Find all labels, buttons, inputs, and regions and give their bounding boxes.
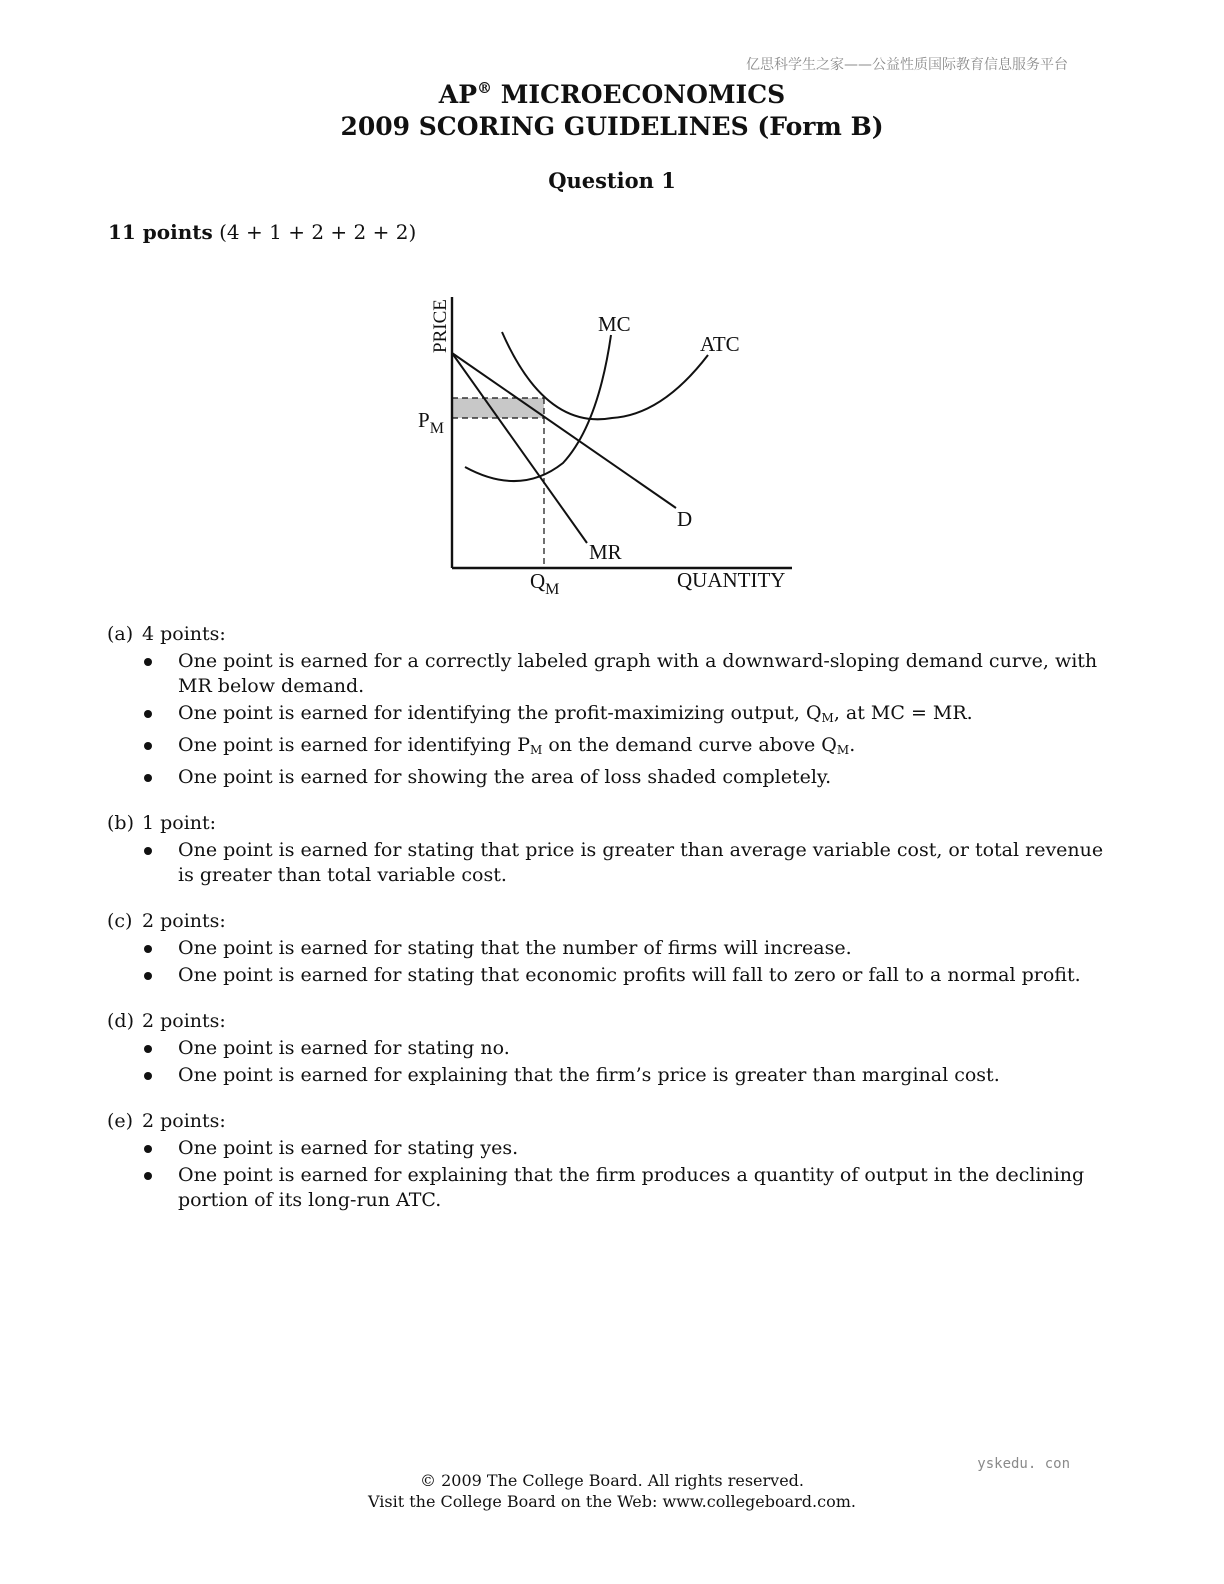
watermark-top: 亿思科学生之家——公益性质国际教育信息服务平台 bbox=[746, 57, 1068, 73]
part-a: (a) 4 points: One point is earned for a correctly labeled graph with a downward-sloping demand curve, with MR below demand. One point is earned for identifying the profit-maximizing output, $Q_M$, at MC = MR. One point is earned for identifying $P_M$ on the demand curve above $Q_M$. One point is earned for showing the area of loss shaded completely. bbox=[107, 622, 1107, 790]
points-total: 11 points (4 + 1 + 2 + 2 + 2) bbox=[108, 220, 417, 244]
footer bbox=[0, 1470, 1224, 1512]
watermark-bottom: yskedu. con bbox=[977, 1456, 1070, 1472]
monopolistic-competition-graph bbox=[400, 285, 820, 605]
header-line-2: 2009 SCORING GUIDELINES (Form B) bbox=[340, 112, 884, 141]
list-item: One point is earned for identifying $P_M$ on the demand curve above $Q_M$. bbox=[107, 733, 1107, 763]
list-item: One point is earned for stating that the number of firms will increase. bbox=[107, 936, 1107, 961]
footer-website: Visit the College Board on the Web: www.collegeboard.com. bbox=[368, 1492, 856, 1511]
part-b: (b) 1 point: One point is earned for stating that price is greater than average variable cost, or total revenue is greater than total variable cost. bbox=[107, 811, 1107, 888]
list-item: One point is earned for stating yes. bbox=[107, 1136, 1107, 1161]
part-c: (c) 2 points: One point is earned for stating that the number of firms will increase. One point is earned for stating that economic profits will fall to zero or fall to a normal profit. bbox=[107, 909, 1107, 988]
demand-label: D bbox=[677, 507, 693, 531]
part-d: (d) 2 points: One point is earned for stating no. One point is earned for explaining that the firm’s price is greater than marginal cost. bbox=[107, 1009, 1107, 1088]
list-item: One point is earned for stating that economic profits will fall to zero or fall to a normal profit. bbox=[107, 963, 1107, 988]
list-item: One point is earned for explaining that the firm’s price is greater than marginal cost. bbox=[107, 1063, 1107, 1088]
list-item: One point is earned for showing the area of loss shaded completely. bbox=[107, 765, 1107, 790]
list-item: One point is earned for a correctly labeled graph with a downward-sloping demand curve, with MR below demand. bbox=[107, 649, 1107, 699]
x-axis-label: QUANTITY bbox=[677, 568, 786, 592]
price-label: $P_M$ bbox=[418, 408, 444, 437]
list-item: One point is earned for stating no. bbox=[107, 1036, 1107, 1061]
y-axis-label: PRICE bbox=[430, 299, 451, 353]
mc-label: MC bbox=[598, 312, 631, 336]
question-title: Question 1 bbox=[548, 168, 676, 193]
mr-label: MR bbox=[589, 540, 622, 564]
footer-copyright: © 2009 The College Board. All rights reserved. bbox=[420, 1471, 804, 1490]
list-item: One point is earned for identifying the profit-maximizing output, $Q_M$, at MC = MR. bbox=[107, 701, 1107, 731]
part-e: (e) 2 points: One point is earned for stating yes. One point is earned for explaining that the firm produces a quantity of output in the declining portion of its long-run ATC. bbox=[107, 1109, 1107, 1213]
header-line-1: AP® MICROECONOMICS bbox=[438, 79, 786, 109]
demand-curve bbox=[452, 353, 676, 508]
mr-curve bbox=[452, 353, 587, 543]
document-header bbox=[0, 72, 1224, 143]
scoring-parts bbox=[107, 622, 1107, 1234]
quantity-label: $Q_M$ bbox=[530, 569, 560, 598]
list-item: One point is earned for explaining that the firm produces a quantity of output in the declining portion of its long-run ATC. bbox=[107, 1163, 1107, 1213]
atc-label: ATC bbox=[700, 332, 740, 356]
list-item: One point is earned for stating that price is greater than average variable cost, or total revenue is greater than total variable cost. bbox=[107, 838, 1107, 888]
